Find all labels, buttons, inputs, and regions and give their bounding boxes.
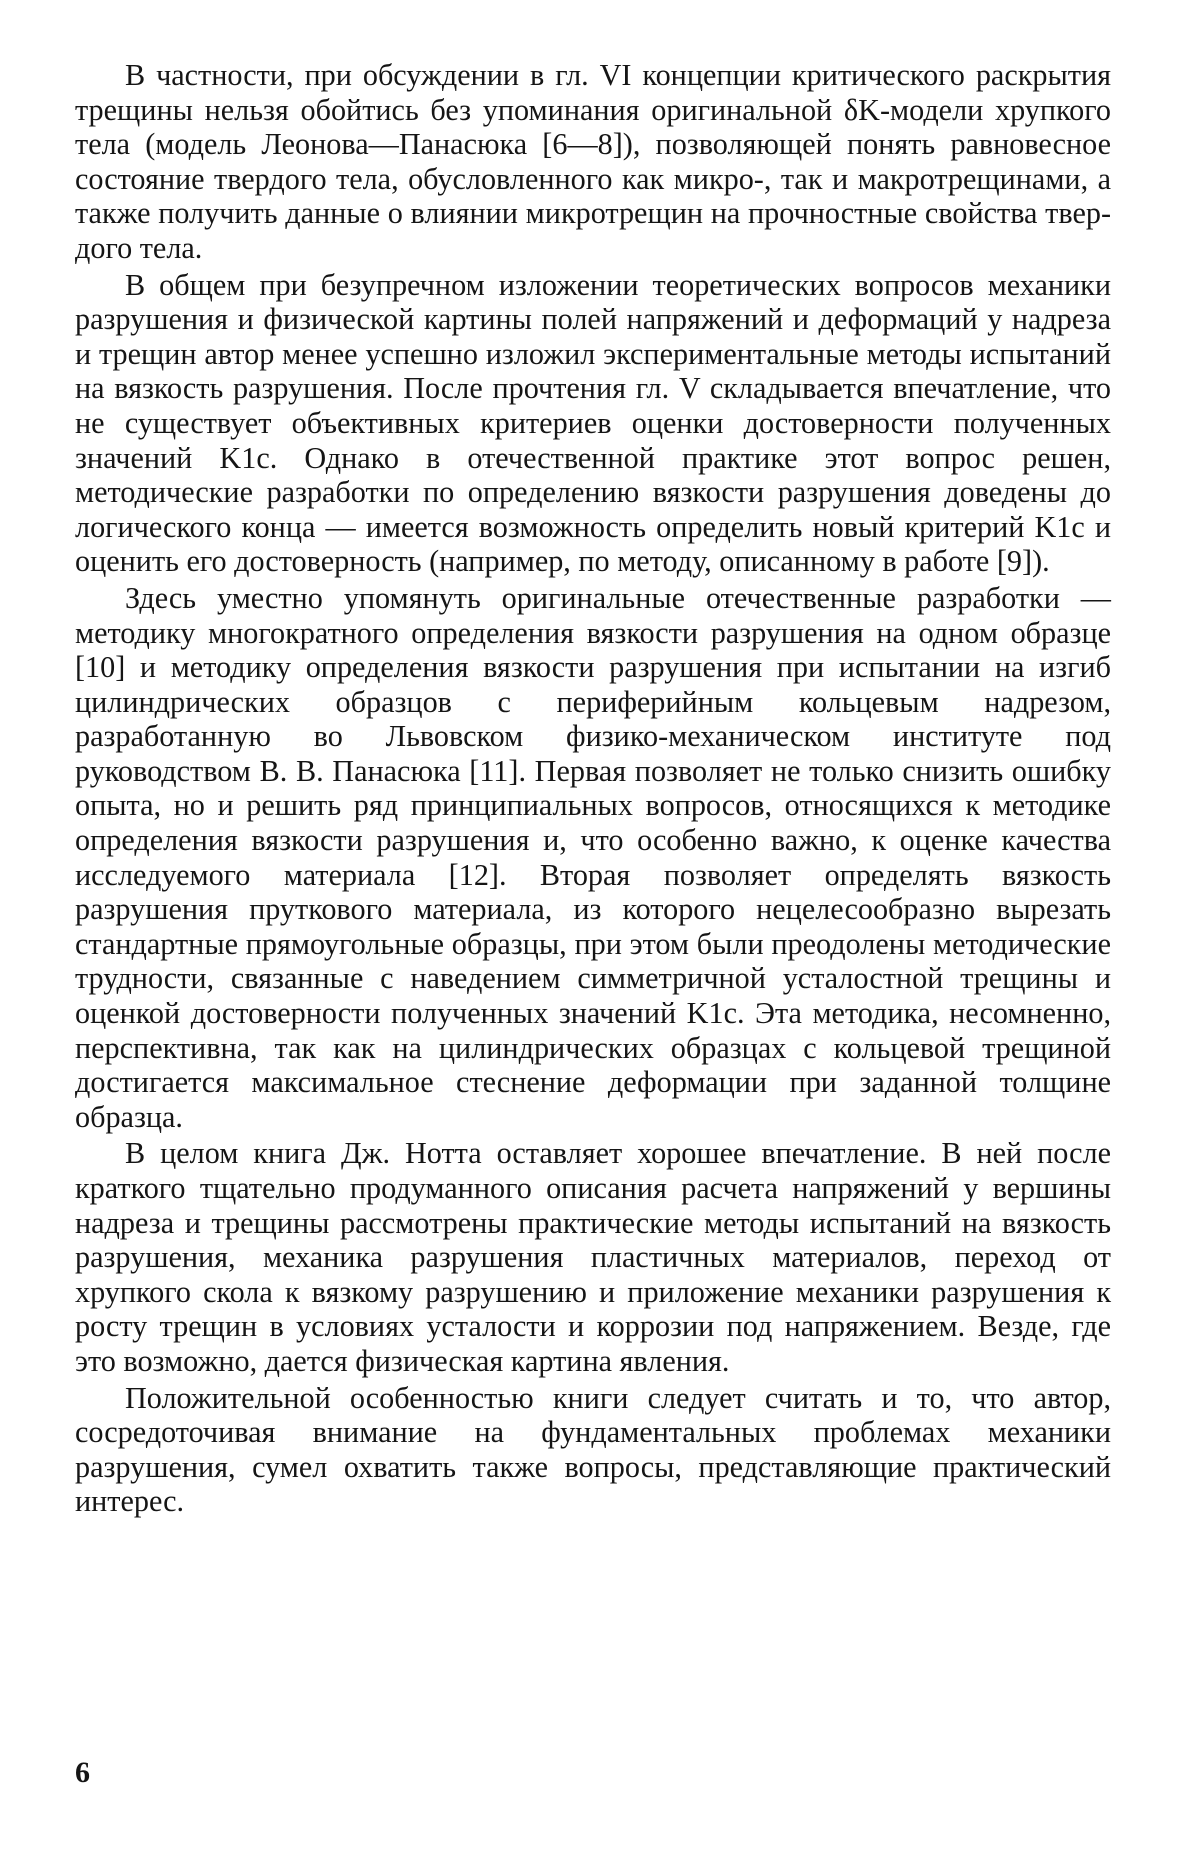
paragraph-1: В частности, при обсуждении в гл. VI концепции критического раскрытия трещины нельзя обойтись без упоминания оригинальной δK-модели хрупкого тела (модель Леонова—Панасюка [6—8]), позволяющей понять равновесное состояние твердого тела, обусловленного как микро-, так и макротрещинами, а также получить данные о влиянии микротрещин на прочностные свойства твердого тела. [75, 58, 1111, 265]
page-number: 6 [75, 1756, 90, 1789]
paragraph-3: Здесь уместно упомянуть оригинальные отечественные разработки — методику многократного определения вязкости разрушения на одном образце [10] и методику определения вязкости разрушения при испытании на изгиб цилиндрических образцов с периферийным кольцевым надрезом, разработанную во Львовском физико-механическом институте под руководством В. В. Панасюка [11]. Первая позволяет не только снизить ошибку опыта, но и решить ряд принципиальных вопросов, относящихся к методике определения вязкости разрушения и, что особенно важно, к оценке качества исследуемого материала [12]. Вторая позволяет определять вязкость разрушения пруткового материала, из которого нецелесообразно вырезать стандартные прямоугольные образцы, при этом были преодолены методические трудности, связанные с наведением симметричной усталостной трещины и оценкой достоверности полученных значений K1c. Эта методика, несомненно, перспективна, так как на цилиндрических образцах с кольцевой трещиной достигается максимальное стеснение деформации при заданной толщине образца. [75, 580, 1111, 1134]
page-body [75, 58, 1111, 1818]
paragraph-5: Положительной особенностью книги следует считать и то, что автор, сосредоточивая внимание на фундаментальных проблемах механики разрушения, сумел охватить также вопросы, представляющие практический интерес. [75, 1380, 1111, 1519]
paragraph-2: В общем при безупречном изложении теоретических вопросов механики разрушения и физической картины полей напряжений и деформаций у надреза и трещин автор менее успешно изложил экспериментальные методы испытаний на вязкость разрушения. После прочтения гл. V складывается впечатление, что не существует объективных критериев оценки достоверности полученных значений K1c. Однако в отечественной практике этот вопрос решен, методические разработки по определению вязкости разрушения доведены до логического конца — имеется возможность определить новый критерий K1c и оценить его достоверность (например, по методу, описанному в работе [9]). [75, 267, 1111, 579]
paragraph-4: В целом книга Дж. Нотта оставляет хорошее впечатление. В ней после краткого тщательно продуманного описания расчета напряжений у вершины надреза и трещины рассмотрены практические методы испытаний на вязкость разрушения, механика разрушения пластичных материалов, переход от хрупкого скола к вязкому разрушению и приложение механики разрушения к росту трещин в условиях усталости и коррозии под напряжением. Везде, где это возможно, дается физическая картина явления. [75, 1136, 1111, 1378]
